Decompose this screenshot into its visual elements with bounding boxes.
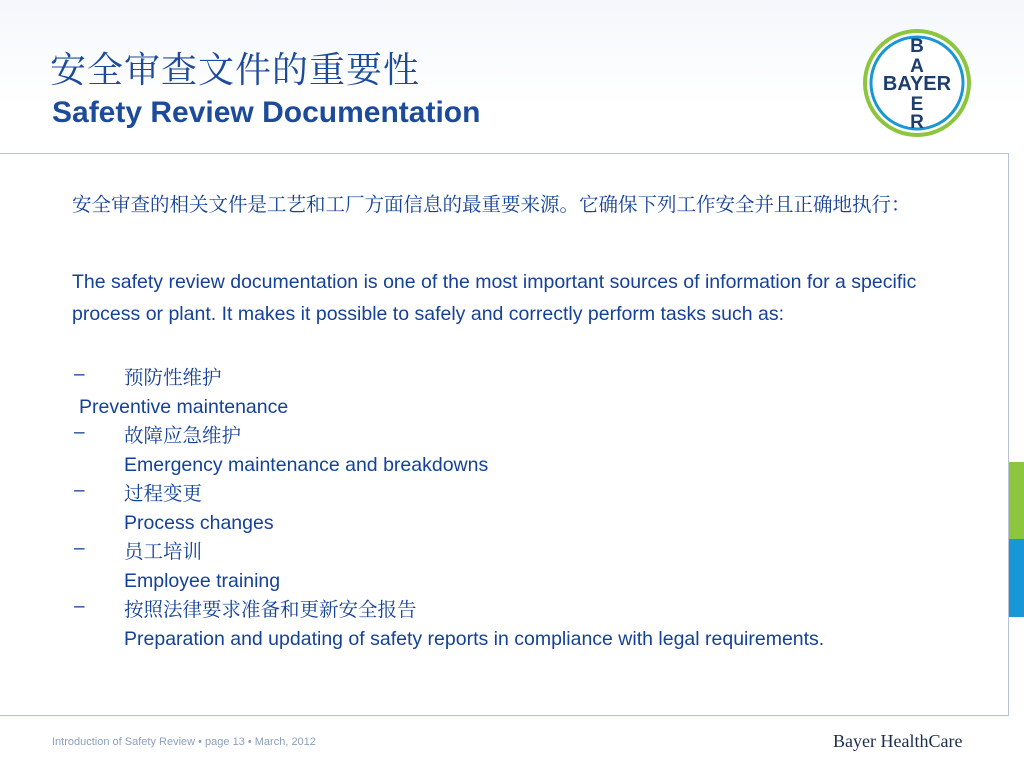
page-title-chinese: 安全审查文件的重要性 xyxy=(50,50,421,91)
list-item-chinese: 员工培训 xyxy=(124,540,203,563)
bullet-dash: – xyxy=(74,596,85,617)
list-item-chinese: 故障应急维护 xyxy=(124,424,242,447)
list-item-english: Process changes xyxy=(124,512,274,534)
page-title-english: Safety Review Documentation xyxy=(52,96,481,129)
footer-brand: Bayer HealthCare xyxy=(833,731,963,751)
bullet-dash: – xyxy=(74,538,85,559)
logo-letter-b-top: B xyxy=(910,36,924,57)
task-list xyxy=(72,362,992,652)
logo-letter-e-bottom: E xyxy=(910,94,924,115)
bullet-dash: – xyxy=(74,364,85,385)
list-item-english: Emergency maintenance and breakdowns xyxy=(124,454,489,476)
logo-letter-a-top: A xyxy=(910,56,924,77)
side-accent-green xyxy=(1009,462,1024,539)
list-item-chinese: 按照法律要求准备和更新安全报告 xyxy=(124,598,417,621)
intro-text-english: The safety review documentation is one of the most important sources of information for a specific process or plant. It makes it possible to safely and correctly perform tasks such as: xyxy=(72,271,917,325)
list-item xyxy=(72,594,992,652)
list-item-english: Preparation and updating of safety reports in compliance with legal requirements. xyxy=(124,628,825,650)
footer-page-info: Introduction of Safety Review • page 13 • March, 2012 xyxy=(52,736,316,748)
side-accent-blue xyxy=(1009,539,1024,617)
list-item xyxy=(72,536,992,594)
logo-word-bayer: BAYER xyxy=(882,73,952,95)
list-item-chinese: 过程变更 xyxy=(124,482,203,505)
bayer-logo xyxy=(862,28,972,138)
logo-letter-r-bottom: R xyxy=(910,112,924,133)
list-item-english: Preventive maintenance xyxy=(79,396,289,418)
list-item xyxy=(72,362,992,420)
intro-text-chinese: 安全审查的相关文件是工艺和工厂方面信息的最重要来源。它确保下列工作安全并且正确地执行： xyxy=(72,193,911,216)
list-item xyxy=(72,420,992,478)
list-item-english: Employee training xyxy=(124,570,281,592)
bullet-dash: – xyxy=(74,422,85,443)
bullet-dash: – xyxy=(74,480,85,501)
list-item-chinese: 预防性维护 xyxy=(124,366,222,389)
list-item xyxy=(72,478,992,536)
